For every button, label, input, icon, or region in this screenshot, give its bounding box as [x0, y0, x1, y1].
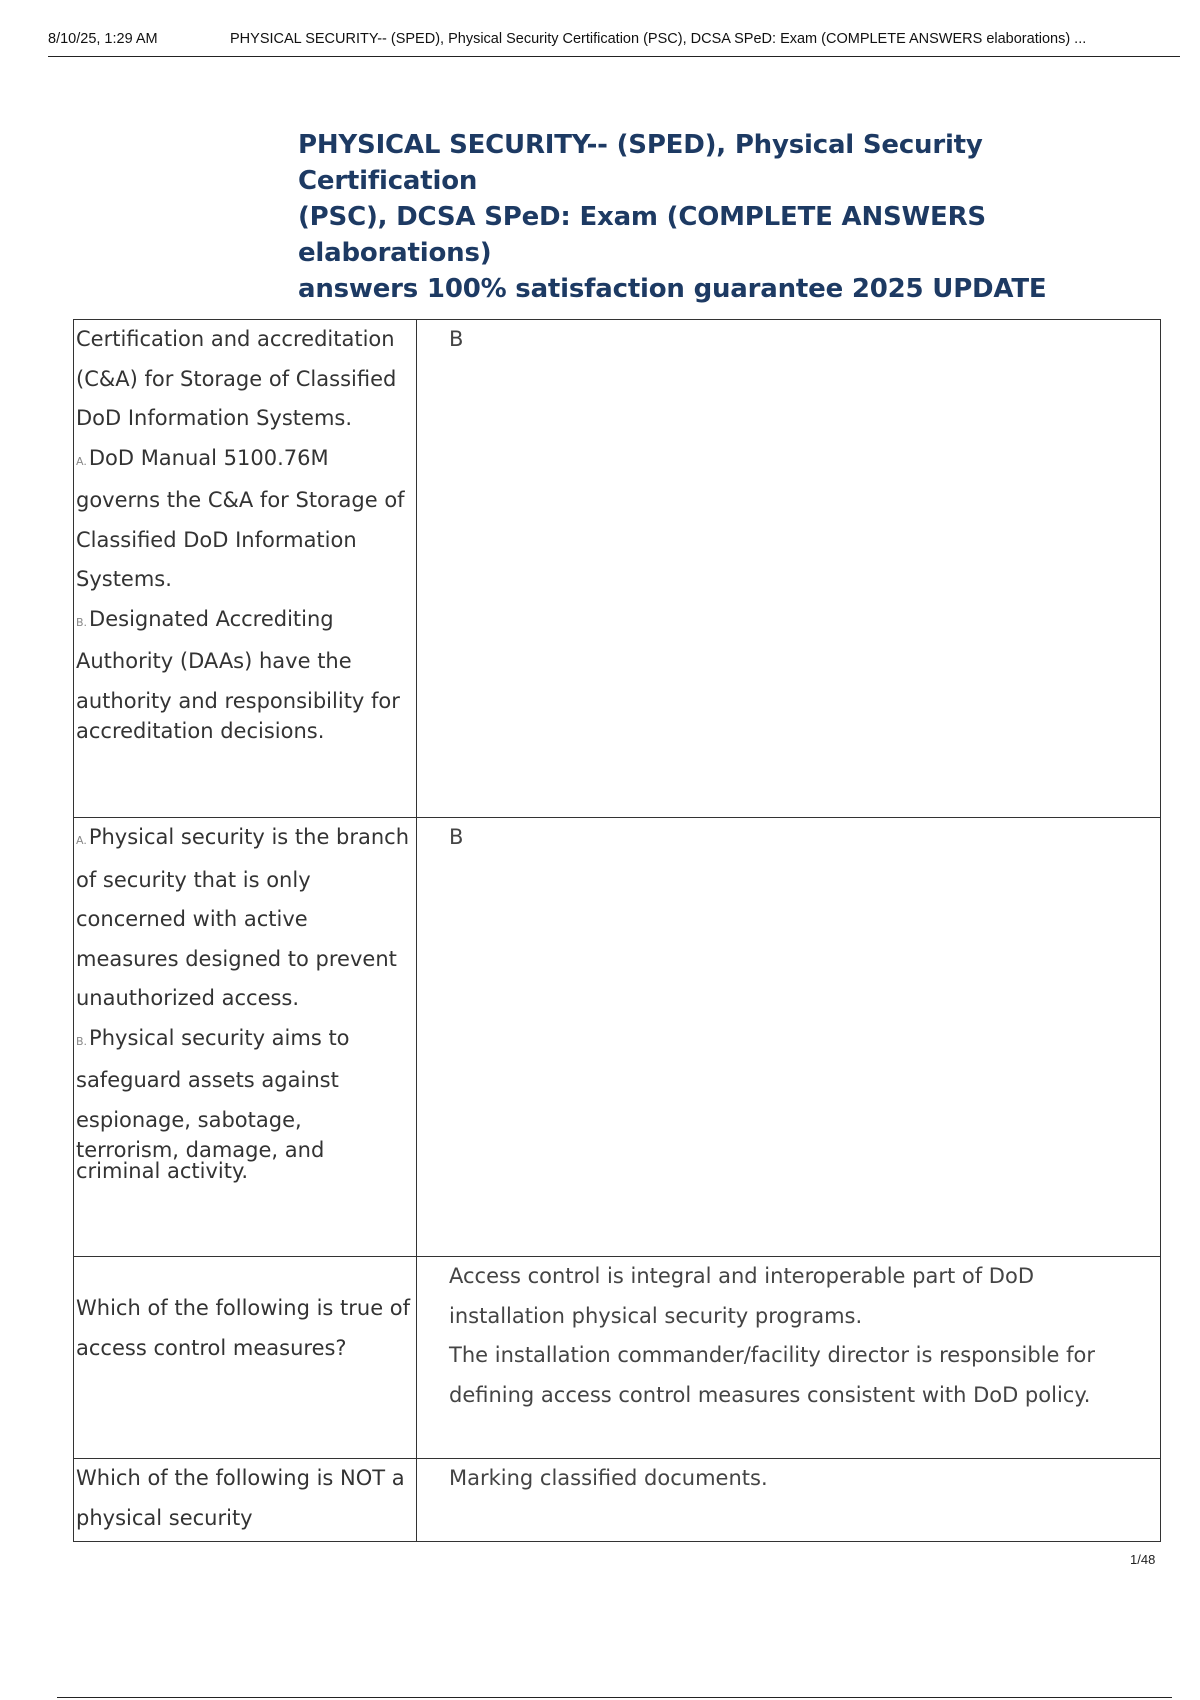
answer-paragraph: The installation commander/facility director is responsible for defining access control measures consistent with DoD policy. — [449, 1343, 1096, 1407]
print-header — [48, 28, 1180, 57]
question-text: Which of the following is true of access control measures? — [76, 1296, 411, 1360]
page-number: 1/48 — [1130, 1552, 1156, 1567]
table-row — [74, 818, 1161, 1257]
heading-line-2: (PSC), DCSA SPeD: Exam (COMPLETE ANSWERS elaborations) — [298, 202, 986, 268]
option-b-text: Physical security aims to safeguard assets against espionage, sabotage, — [76, 1025, 350, 1132]
question-cell — [74, 818, 417, 1257]
print-document-title: PHYSICAL SECURITY-- (SPED), Physical Security Certification (PSC), DCSA SPeD: Exam (COMPLETE ANSWERS elaborations) ... — [230, 31, 1087, 47]
option-b-text: Designated Accrediting Authority (DAAs) have the authority and responsibility for — [76, 606, 400, 713]
option-marker: A. — [76, 454, 87, 468]
option-b-tail: terrorism, damage, and criminal activity. — [76, 1138, 325, 1183]
print-timestamp: 8/10/25, 1:29 AM — [48, 31, 158, 47]
question-text: Certification and accreditation (C&A) for Storage of Classified DoD Information Systems. — [76, 327, 397, 430]
option-marker: B. — [76, 1034, 88, 1048]
heading-line-1: PHYSICAL SECURITY-- (SPED), Physical Security Certification — [298, 130, 983, 196]
answer-cell — [417, 1257, 1161, 1459]
option-marker: B. — [76, 615, 88, 629]
question-cell — [74, 1257, 417, 1459]
answer-cell — [417, 818, 1161, 1257]
option-a-text: DoD Manual 5100.76M governs the C&A for Storage of Classified DoD Information Systems. — [76, 445, 405, 591]
footer-divider — [57, 1697, 1172, 1698]
answer-paragraph: Access control is integral and interoperable part of DoD installation physical security programs. — [449, 1264, 1034, 1328]
document-heading — [298, 127, 1148, 307]
question-text: Which of the following is NOT a physical security — [76, 1466, 405, 1530]
question-answer-table — [73, 319, 1161, 1542]
answer-cell — [417, 320, 1161, 818]
table-row — [74, 320, 1161, 818]
option-a-text: Physical security is the branch of security that is only concerned with active measures designed to prevent unauthorized access. — [76, 825, 410, 1010]
option-b-tail: accreditation decisions. — [76, 719, 325, 743]
answer-cell — [417, 1459, 1161, 1542]
heading-line-3: answers 100% satisfaction guarantee 2025 UPDATE — [298, 274, 1047, 304]
answer-text: B — [449, 327, 464, 351]
option-marker: A. — [76, 834, 87, 847]
answer-text: Marking classified documents. — [449, 1466, 768, 1490]
answer-text: B — [449, 825, 464, 849]
table-row — [74, 1257, 1161, 1459]
question-cell — [74, 1459, 417, 1542]
table-row — [74, 1459, 1161, 1542]
question-cell — [74, 320, 417, 818]
